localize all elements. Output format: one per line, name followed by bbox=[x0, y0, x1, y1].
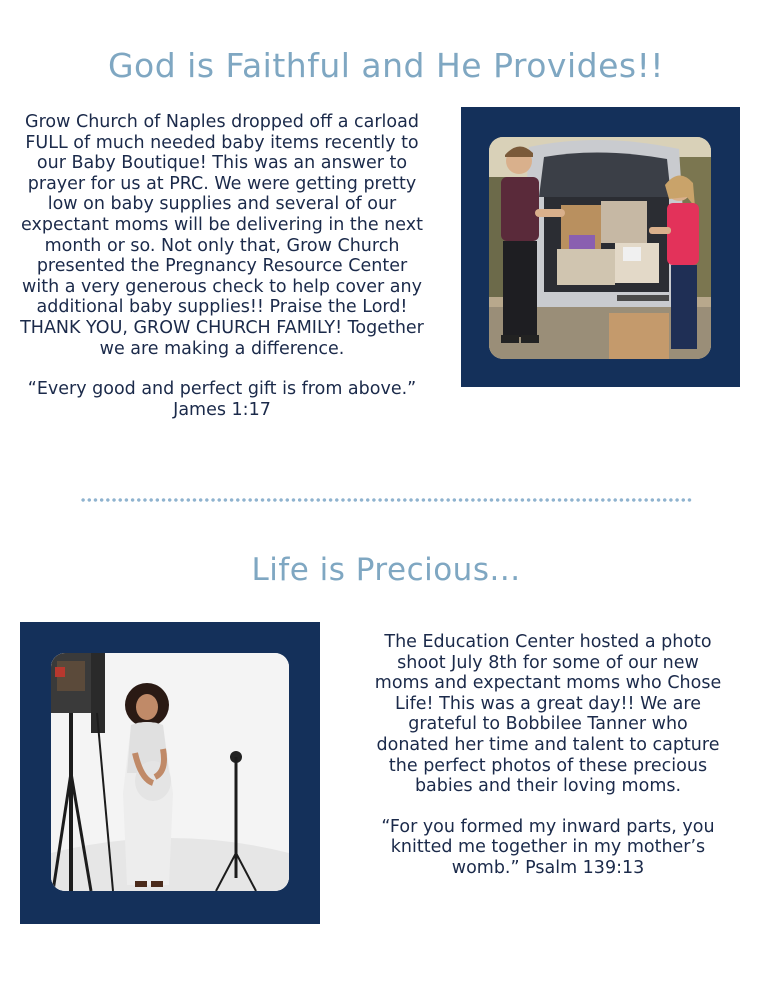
photo-frame-photoshoot bbox=[20, 622, 320, 924]
dotted-divider bbox=[80, 497, 692, 503]
section-heading-god-is-faithful: God is Faithful and He Provides!! bbox=[107, 46, 665, 85]
section-text-grow-church bbox=[18, 112, 426, 420]
photo-frame-donation bbox=[461, 107, 740, 387]
section-heading-life-is-precious: Life is Precious... bbox=[251, 552, 521, 588]
scripture-quote: “For you formed my inward parts, you knitted me together in my mother’s womb.” Psalm 139:13 bbox=[381, 816, 715, 878]
donation-photo bbox=[489, 137, 711, 359]
body-paragraph: Grow Church of Naples dropped off a carload FULL of much needed baby items recently to our Baby Boutique! This was an answer to prayer for us at PRC. We were getting pretty low on baby supplies and several of our expectant moms will be delivering in the next month or so. Not only that, Grow Church presented the Pregnancy Resource Center with a very generous check to help cover any additional baby supplies!! Praise the Lord! THANK YOU, GROW CHURCH FAMILY! Together we are making a difference. bbox=[20, 112, 424, 359]
section-text-photo-shoot bbox=[372, 632, 724, 879]
body-paragraph: The Education Center hosted a photo shoot July 8th for some of our new moms and expectant moms who Chose Life! This was a great day!! We are grateful to Bobbilee Tanner who donated her time and talent to capture the perfect photos of these precious babies and their loving moms. bbox=[374, 632, 722, 797]
photoshoot-photo bbox=[51, 653, 289, 891]
scripture-quote: “Every good and perfect gift is from above.” James 1:17 bbox=[27, 379, 417, 420]
